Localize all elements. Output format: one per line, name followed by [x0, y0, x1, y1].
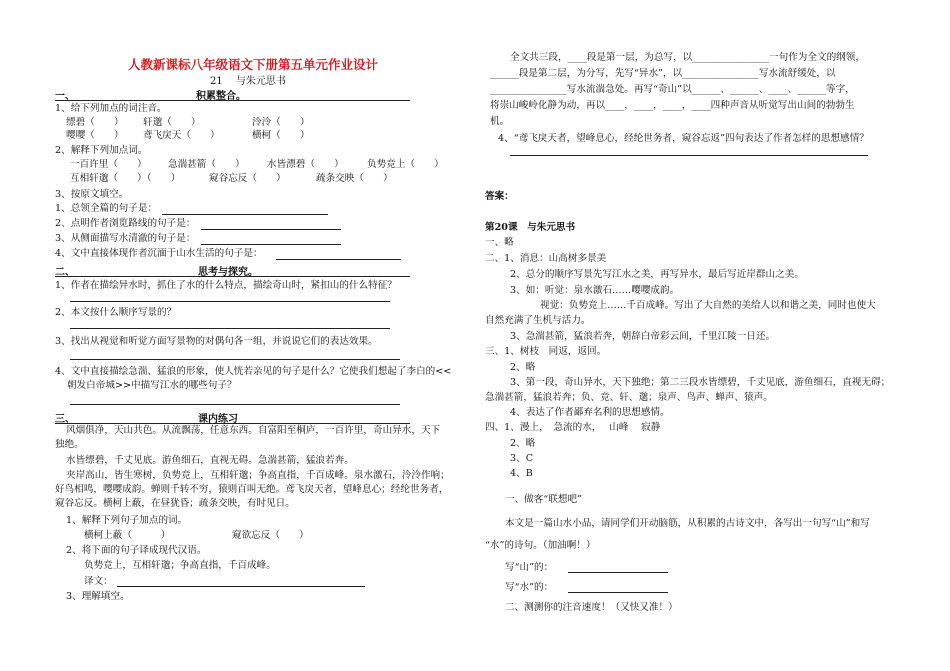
- answer-line: 3、第一段，奇山异水，天下独绝；第二三段水皆缥碧，千丈见底，游鱼细石，直视无碍；: [510, 377, 891, 388]
- page-title: 人教新课标八年级语文下册第五单元作业设计: [128, 57, 379, 72]
- answer-line: 2、略: [510, 438, 536, 449]
- passage-line: 夹岸高山，皆生寒树，负势竞上，互相轩邈；争高直指，千百成峰。泉水激石，泠泠作响；: [66, 470, 450, 481]
- answer-line: 视觉：负势竞上……千百成峰。写出了大自然的美给人以和谐之美，同时也使大: [540, 300, 876, 311]
- passage-line: 窥谷忘反。横柯上蔽，在昼犹昏；疏条交映，有时见日。: [55, 498, 295, 509]
- answer-line: 三、1、树枝 同返，返回。: [485, 346, 607, 357]
- exercise-2-sentence: 负势竞上，互相轩邈；争高直指，千百成峰。: [84, 560, 276, 571]
- fill-line: 机。: [490, 116, 510, 127]
- activity-1-text: “水”的诗句。（加油啊！）: [485, 540, 596, 551]
- discussion-question-4-cont: 朝发白帝城>>中描写江水的哪些句子？: [67, 380, 237, 391]
- answer-line: 2、略: [510, 362, 536, 373]
- answers-heading: 答案：: [485, 191, 514, 202]
- section-divider: [55, 100, 410, 101]
- exercise-1-item: 横柯上蔽（ ）: [84, 530, 171, 541]
- definition-item: 窥谷忘反（ ）: [209, 173, 286, 184]
- answer-blank: [70, 359, 400, 360]
- exercise-1: 1、解释下列句子加点的词。: [66, 515, 188, 526]
- answers-lesson-title: 第20课 与朱元思书: [485, 222, 576, 233]
- section-3-number: 三、: [55, 414, 75, 425]
- pinyin-item: 鸢飞戾天（ ）: [143, 130, 220, 141]
- exercise-1-item: 窥欲忘反（ ）: [232, 530, 309, 541]
- passage-line: 独绝。: [55, 439, 84, 450]
- water-verse-label: 写“水”的：: [505, 582, 554, 593]
- exercise-2: 2、将下面的句子译成现代汉语。: [66, 545, 207, 556]
- answer-line: 4、表达了作者鄙弃名利的思想感情。: [510, 407, 670, 418]
- answer-line: 3、C: [510, 453, 534, 464]
- pinyin-item: 横柯（ ）: [252, 130, 310, 141]
- fill-question-4: 4、“鸢飞戾天者，望峰息心，经纶世务者，窥谷忘返”四句表达了作者怎样的思想感情？: [498, 133, 869, 144]
- section-3-title: 课内练习: [198, 414, 238, 425]
- answer-line: 2、总分的顺序写景先写江水之美，再写异水，最后写近岸群山之美。: [510, 269, 804, 280]
- answer-blank: [70, 404, 400, 405]
- section-divider: [55, 423, 410, 424]
- answer-blank: [510, 155, 868, 156]
- answer-blank: [70, 301, 390, 302]
- passage-line: 风烟俱净，天山共色。从流飘荡，任意东西。自富阳至桐庐，一百许里，奇山异水，天下: [66, 425, 441, 436]
- section-2-number: 二、: [55, 267, 75, 278]
- answer-blank: [568, 572, 668, 573]
- section-2-title: 思考与探究。: [198, 267, 258, 278]
- answer-blank: [162, 214, 328, 215]
- activity-1: 一、做客“联想吧”: [505, 494, 582, 505]
- answer-blank: [276, 259, 401, 260]
- fill-line: 全文共三段，____段是第一层，为总写，以________________一句作为全文的纲领，: [510, 52, 865, 63]
- discussion-question-3: 3、找出从视觉和听觉方面写景物的对偶句各一组，并说说它们的表达效果。: [55, 336, 378, 347]
- answer-blank: [70, 328, 390, 329]
- answer-line: 一、略: [485, 237, 514, 248]
- discussion-question-4: 4、文中直接描绘急湍、猛浪的形象，使人恍若亲见的句子是什么？它使我们想起了李白的<<: [55, 366, 452, 377]
- definition-item: 互相轩邈（ ）（ ）: [70, 173, 181, 184]
- definition-item: 疏条交映（ ）: [316, 173, 393, 184]
- lesson-subtitle: 21 与朱元思书: [210, 76, 286, 87]
- pinyin-item: 嘤嘤（ ）: [66, 130, 124, 141]
- question-1: 1、给下列加点的词注音。: [55, 103, 167, 114]
- answer-line: 自然充满了生机与活力。: [485, 315, 591, 326]
- discussion-question-1: 1、作者在描绘异水时，抓住了水的什么特点，描绘奇山时，紧扣山的什么特征？: [55, 280, 397, 291]
- answer-line: 4、B: [510, 468, 533, 479]
- answer-line: 3、如：听觉：泉水激石……嘤嘤成韵。: [510, 285, 680, 296]
- pinyin-item: 缥碧（ ）: [66, 117, 124, 128]
- translation-label: 译文：: [84, 576, 113, 587]
- question-2: 2、解释下列加点词。: [55, 145, 148, 156]
- answer-blank: [117, 586, 365, 587]
- definition-item: 急湍甚箭（ ）: [168, 159, 245, 170]
- answer-blank: [201, 229, 341, 230]
- definition-item: 水皆漂碧（ ）: [267, 159, 344, 170]
- passage-line: 水皆缥碧，千丈见底。游鱼细石，直视无碍。急湍甚箭，猛浪若奔。: [66, 455, 354, 466]
- pinyin-item: 泠泠（ ）: [252, 117, 310, 128]
- mountain-verse-label: 写“山”的：: [505, 562, 554, 573]
- activity-2: 二、测测你的注音速度！（又快又准！）: [505, 602, 678, 613]
- exercise-3: 3、理解填空。: [66, 591, 130, 602]
- definition-item: 负势竞上（ ）: [367, 159, 444, 170]
- passage-line: 好鸟相鸣，嘤嘤成韵。蝉则千转不穷，猿则百叫无绝。鸢飞戾天者，望峰息心；经纶世务者，: [55, 484, 449, 495]
- fill-item: 2、点明作者浏览路线的句子是：: [55, 218, 196, 229]
- section-1-number: 一、: [55, 91, 75, 102]
- answer-line: 四、1、漫上， 急流的水， 山峰 寂静: [485, 422, 661, 433]
- fill-line: ______段是第二层，为分写，先写“异水”，以________________写水流舒缓处，以: [490, 68, 836, 79]
- pinyin-item: 轩邈（ ）: [143, 117, 201, 128]
- answer-line: 3、急湍甚箭，猛浪若奔，朝辞白帝彩云间，千里江陵一日还。: [510, 331, 776, 342]
- activity-1-text: 本文是一篇山水小品，请同学们开动脑筋，从积累的古诗文中，各写出一句写“山”和写: [505, 518, 870, 529]
- fill-line: 将崇山峻岭化静为动，再以____，____，____，____四种声音从听觉写出山间的勃勃生: [490, 100, 855, 111]
- definition-item: 一百许里（ ）: [70, 159, 147, 170]
- section-divider: [55, 276, 410, 277]
- fill-line: ________________写水流湍急处。再写“奇山”以______、______、____、______等字，: [490, 84, 855, 95]
- answer-line: 急湍甚箭，猛浪若奔；负、竞、轩、邈；泉声、鸟声、蝉声、猿声。: [485, 392, 773, 403]
- fill-item: 1、总领全篇的句子是：: [55, 203, 158, 214]
- fill-item: 3、从侧面描写水清澈的句子是：: [55, 233, 196, 244]
- question-3: 3、按原文填空。: [55, 189, 129, 200]
- fill-item: 4、文中直接体现作者沉湎于山水生活的句子是：: [55, 248, 263, 259]
- answer-blank: [568, 592, 668, 593]
- answer-line: 二、1、消息：山高树多景美: [485, 253, 607, 264]
- answer-blank: [201, 244, 341, 245]
- discussion-question-2: 2、本文按什么顺序写景的？: [55, 307, 177, 318]
- section-1-title: 积累整合。: [196, 91, 246, 102]
